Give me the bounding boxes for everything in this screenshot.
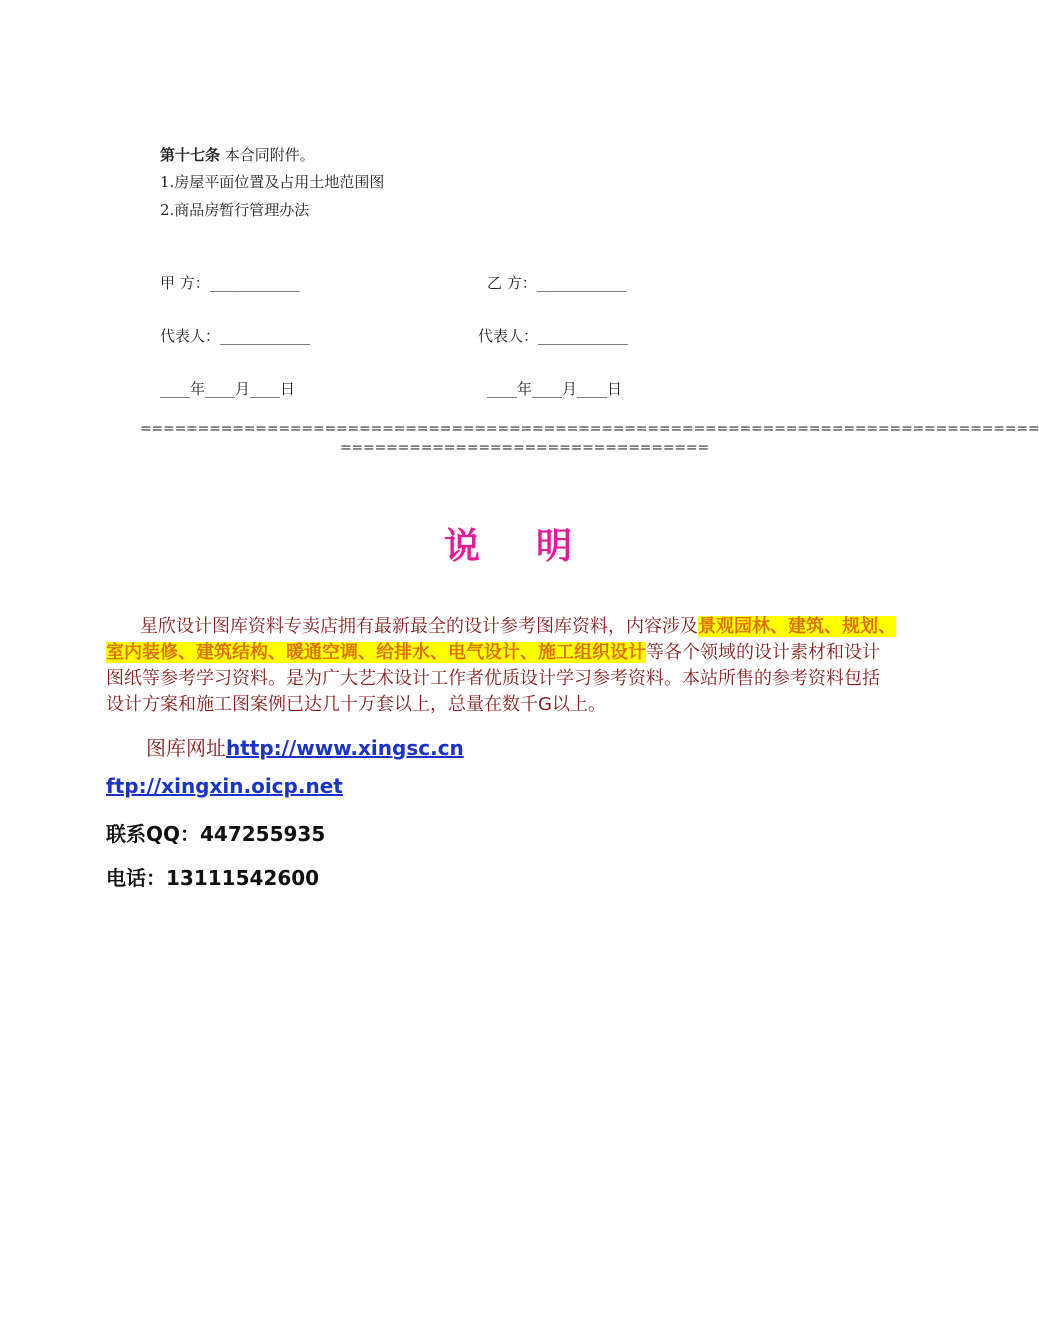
article-heading: 第十七条 (160, 146, 221, 164)
note-lead: 星欣设计图库资料专卖店拥有最新最全的设计参考图库资料，内容涉及 (140, 616, 698, 637)
article-line (160, 144, 315, 165)
attachment-item-1: 1.房屋平面位置及占用土地范围图 (160, 173, 385, 191)
phone-contact: 电话：13111542600 (106, 866, 320, 890)
separator-line-1: ============================================================================== (140, 421, 1039, 437)
rep-b-line: 代表人：____________ (478, 327, 629, 345)
ftp-link[interactable]: ftp://xingxin.oicp.net (106, 774, 343, 798)
attachment-item-2: 2.商品房暂行管理办法 (160, 201, 310, 219)
party-a-line: 甲 方：____________ (160, 274, 300, 292)
rep-a-line: 代表人：____________ (160, 327, 311, 345)
note-highlight: 景观园林、建筑、规划、室内装修、建筑结构、暖通空调、给排水、电气设计、施工组织设计 (106, 616, 896, 663)
note-title: 说明 (444, 526, 629, 567)
party-b-line: 乙 方：____________ (487, 274, 627, 292)
article-text: 本合同附件。 (224, 146, 315, 164)
qq-contact: 联系QQ：447255935 (106, 822, 326, 846)
date-b-line: ____年____月____日 (487, 380, 623, 398)
site-link[interactable]: http://www.xingsc.cn (226, 736, 464, 760)
site-label: 图库网址 (146, 736, 226, 760)
date-a-line: ____年____月____日 (160, 380, 296, 398)
note-tail: 等各个领域的设计素材和设计图纸等参考学习资料。是为广大艺术设计工作者优质设计学习参考资料。本站所售的参考资料包括设计方案和施工图案例已达几十万套以上，总量在数千G以上。 (106, 642, 880, 715)
note-paragraph (106, 614, 896, 718)
site-line (146, 732, 464, 761)
separator-line-2: ================================ (340, 440, 709, 456)
